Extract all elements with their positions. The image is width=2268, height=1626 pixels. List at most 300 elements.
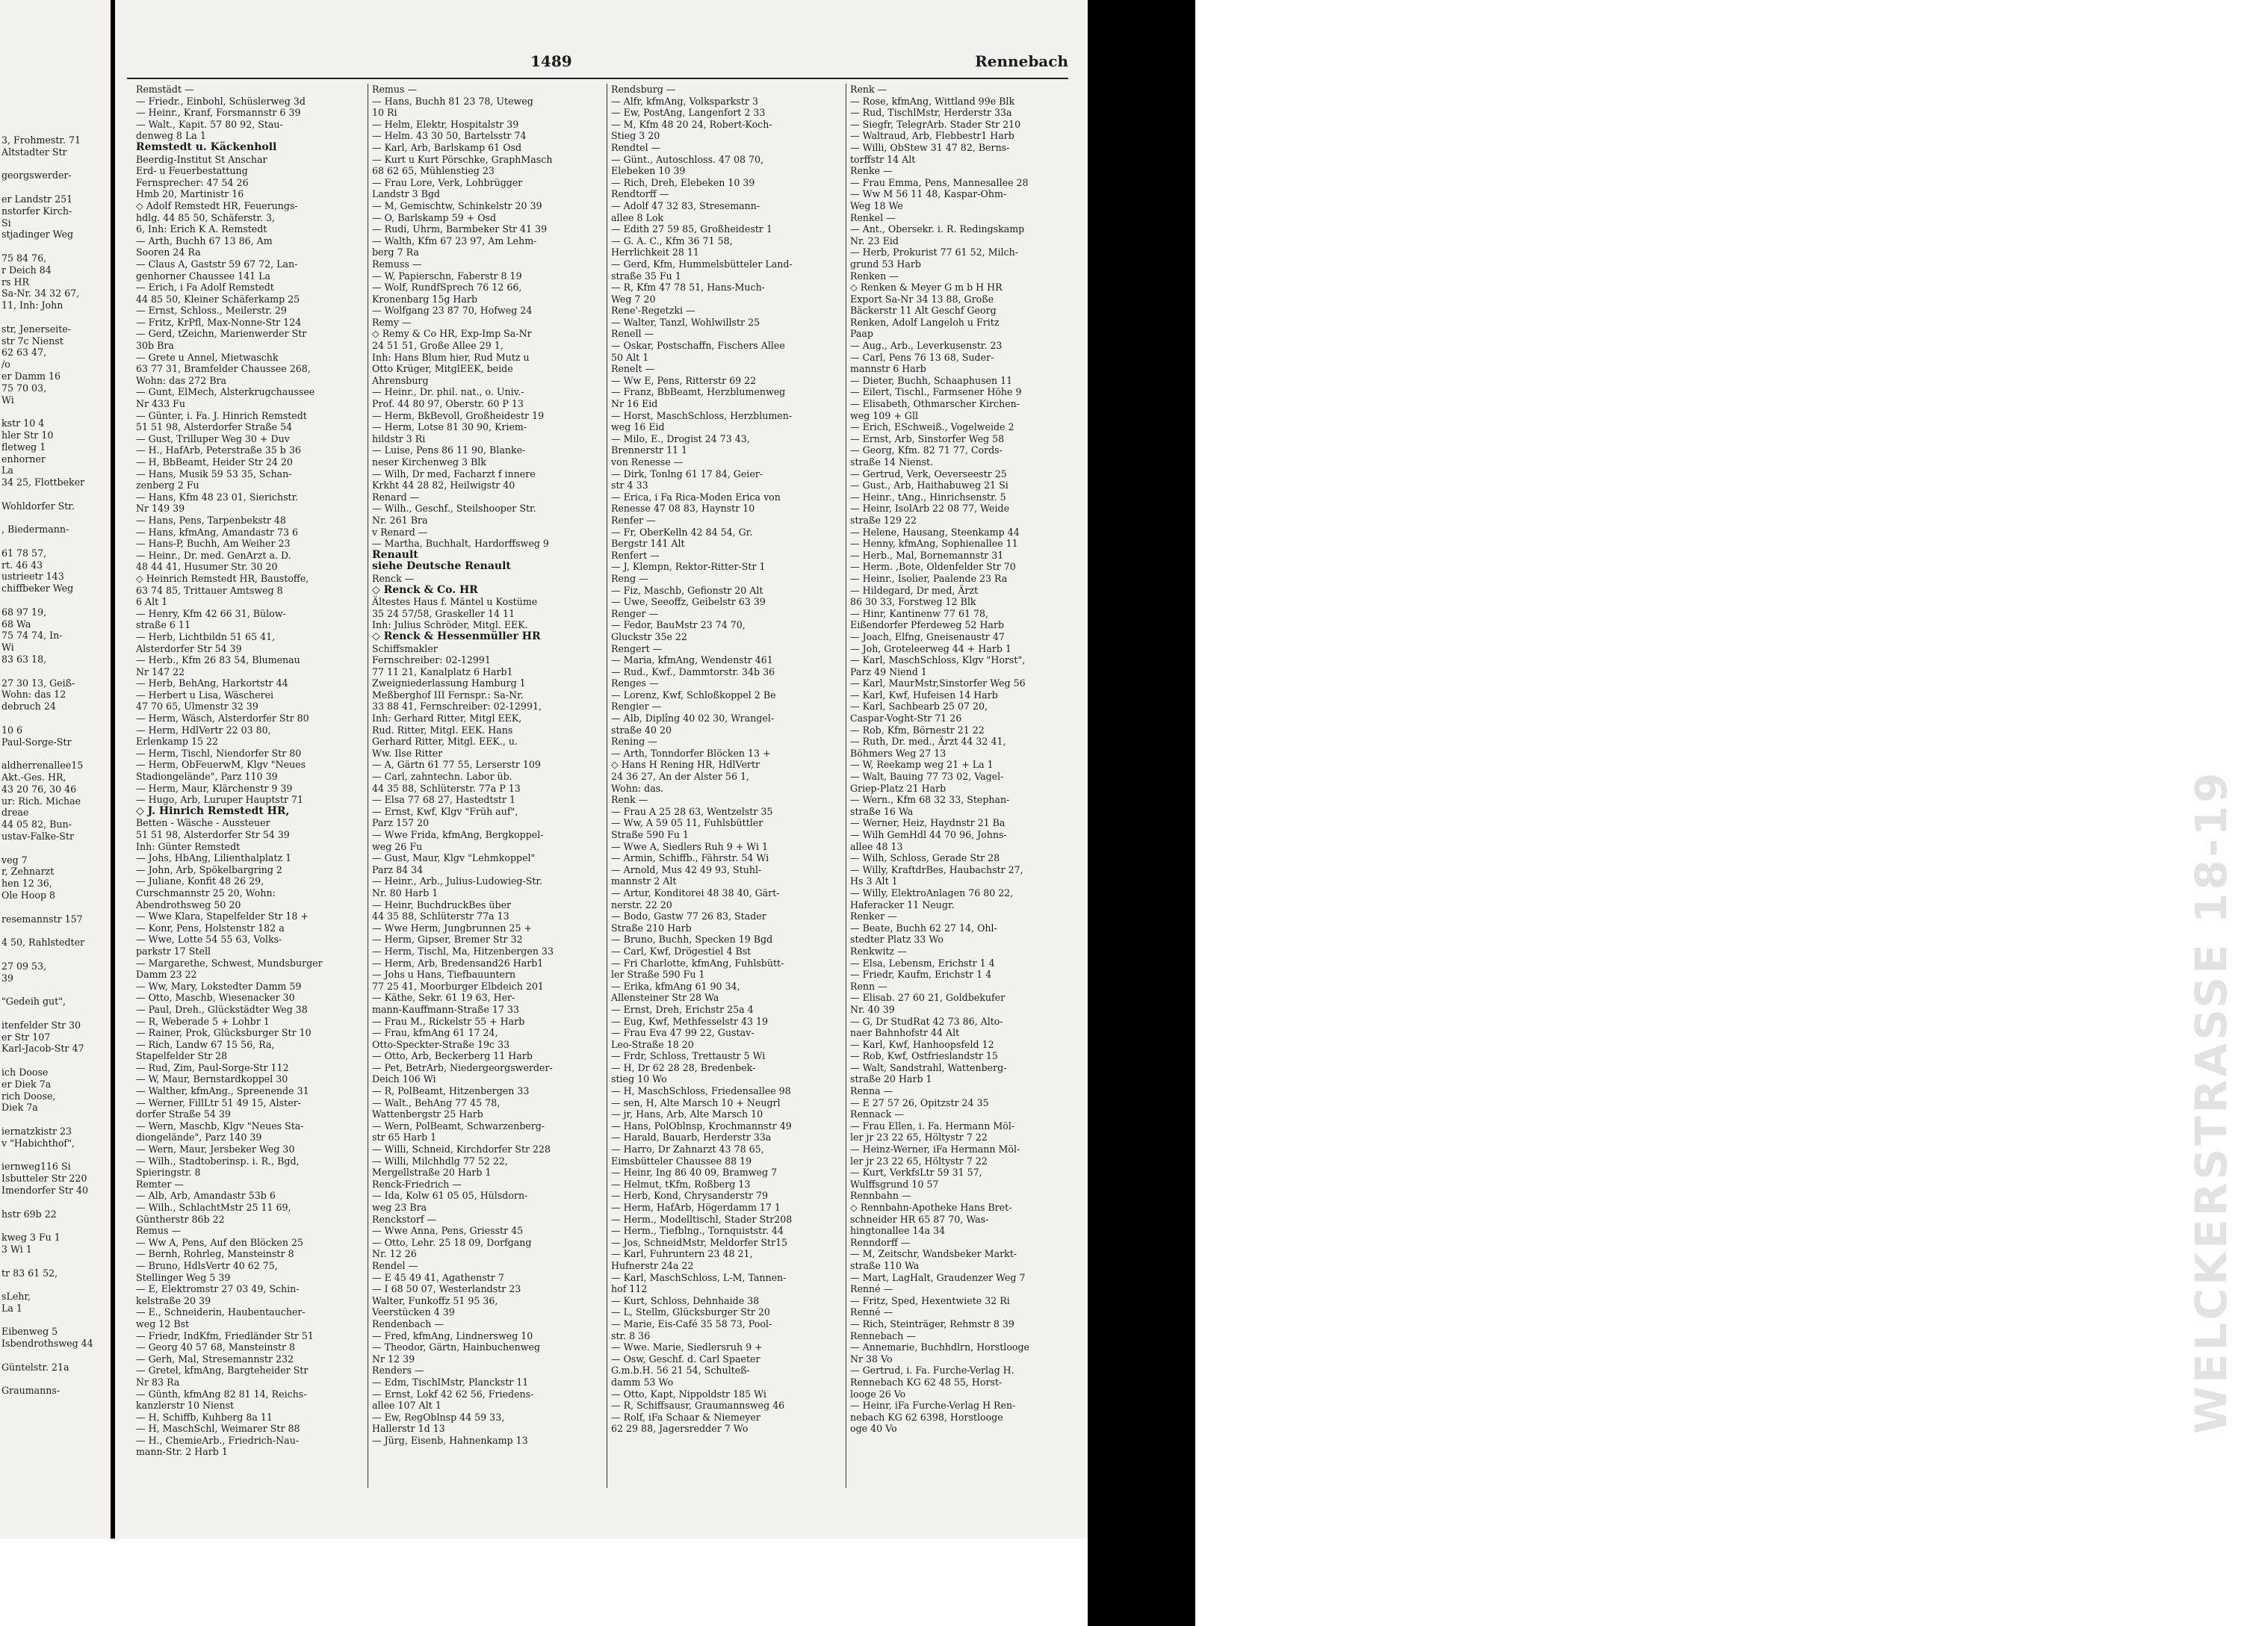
directory-entry: Erlenkamp 15 22	[136, 736, 219, 748]
directory-entry: — Heinr., tAng., Hinrichsenstr. 5	[850, 491, 1006, 503]
directory-entry: Rendsburg —	[611, 84, 676, 95]
directory-entry: — Wern, Maur, Jersbeker Weg 30	[136, 1144, 295, 1155]
directory-entry: — Herm, HafArb, Högerdamm 17 1	[611, 1202, 781, 1213]
directory-entry: — Hans, Pens, Tarpenbekstr 48	[136, 514, 286, 526]
fragment-line	[1, 713, 108, 724]
directory-entry: — Carl, Kwf, Drögestiel 4 Bst	[611, 945, 752, 957]
directory-entry: — Günter, i. Fa. J. Hinrich Remstedt	[136, 409, 307, 421]
directory-entry: — Wwe A, Siedlers Ruh 9 + Wi 1	[611, 840, 769, 852]
directory-entry: — Maria, kfmAng, Wendenstr 461	[611, 654, 773, 666]
directory-entry: Renn —	[850, 980, 887, 992]
directory-entry: Damm 23 22	[136, 969, 197, 981]
directory-entry: ◇ Rennbahn-Apotheke Hans Bret-	[850, 1202, 1012, 1213]
directory-entry: Zweigniederlassung Hamburg 1	[372, 677, 526, 689]
directory-entry: — Hildegard, Dr med, Ärzt	[850, 584, 979, 596]
directory-entry: Prof. 44 80 97, Oberstr. 60 P 13	[372, 398, 524, 410]
directory-entry: — Georg 40 57 68, Mansteinstr 8	[136, 1341, 296, 1353]
directory-entry: — Helm, Elektr, Hospitalstr 39	[372, 118, 519, 130]
fragment-line: 27 30 13, Geiß-	[1, 677, 75, 689]
fragment-line: str, Jenerseite-	[1, 323, 71, 335]
directory-entry: straße 110 Wa	[850, 1259, 920, 1271]
directory-entry: — Günt., Autoschloss. 47 08 70,	[611, 153, 764, 165]
fragment-line: str 7c Nienst	[1, 335, 63, 347]
directory-entry: straße 6 11	[136, 619, 190, 631]
directory-entry: — Walter, Tanzl, Wohlwillstr 25	[611, 316, 760, 328]
directory-entry: Erd- u Feuerbestattung	[136, 165, 248, 177]
directory-entry: — Bruno, HdlsVertr 40 62 75,	[136, 1259, 278, 1271]
fragment-line: La	[1, 465, 13, 477]
directory-entry: — Frau Ellen, i. Fa. Hermann Möl-	[850, 1120, 1015, 1132]
directory-entry: — Rolf, iFa Schaar & Niemeyer	[611, 1411, 760, 1423]
directory-entry: — Pet, BetrArb, Niedergeorgswerder-	[372, 1061, 553, 1073]
directory-entry: zenberg 2 Fu	[136, 480, 199, 491]
directory-entry: Parz 157 20	[372, 817, 430, 829]
directory-entry: — W, Reekamp weg 21 + La 1	[850, 759, 994, 771]
directory-entry: — Herm, Wäsch, Alsterdorfer Str 80	[136, 713, 309, 724]
directory-entry: — I 68 50 07, Westerlandstr 23	[372, 1283, 521, 1295]
fragment-line	[1, 1315, 108, 1326]
fragment-line: iernatzkistr 23	[1, 1125, 72, 1137]
directory-entry: — Fri Charlotte, kfmAng, Fuhlsbütt-	[611, 957, 784, 969]
directory-entry: Curschmannstr 25 20, Wohn:	[136, 887, 276, 899]
fragment-line: hen 12 36,	[1, 878, 52, 890]
fragment-line: fletweg 1	[1, 441, 46, 453]
directory-entry: hildstr 3 Ri	[372, 432, 426, 444]
fragment-line: 43 20 76, 30 46	[1, 783, 77, 795]
directory-entry: Inh: Günter Remstedt	[136, 840, 241, 852]
directory-entry: Weg 7 20	[611, 293, 656, 305]
fragment-line: hler Str 10	[1, 429, 54, 441]
directory-entry: — Rose, kfmAng, Wittland 99e Blk	[850, 95, 1015, 107]
directory-entry: — Gust, Trilluper Weg 30 + Duv	[136, 432, 290, 444]
directory-entry: — Gertrud, Verk, Oeverseestr 25	[850, 468, 1007, 480]
directory-entry: straße 14 Nienst.	[850, 456, 934, 468]
directory-entry: hingtonallee 14a 34	[850, 1225, 946, 1237]
directory-entry: — Herm, Tischl, Niendorfer Str 80	[136, 747, 302, 759]
directory-entry: straße 40 20	[611, 724, 672, 736]
directory-entry: — Frau M., Rickelstr 55 + Harb	[372, 1015, 525, 1027]
directory-entry: — Wilh GemHdl 44 70 96, Johns-	[850, 829, 1007, 840]
directory-entry: — Gust, Maur, Klgv "Lehmkoppel"	[372, 852, 536, 864]
directory-entry: — Herb., Mal, Bornemannstr 31	[850, 549, 1004, 561]
directory-entry: — Wolfgang 23 87 70, Hofweg 24	[372, 305, 533, 317]
fragment-line: veg 7	[1, 854, 28, 866]
directory-entry: 30b Bra	[136, 340, 174, 352]
fragment-line: 4 50, Rahlstedter	[1, 937, 85, 949]
fragment-line	[1, 1279, 108, 1291]
directory-entry: Renger —	[611, 607, 659, 619]
directory-entry: Wattenbergstr 25 Harb	[372, 1108, 483, 1120]
directory-entry: — Wilh, Dr med, Facharzt f innere	[372, 468, 536, 480]
directory-entry: — H., ChemieArb., Friedrich-Nau-	[136, 1434, 300, 1446]
fragment-line: /o	[1, 359, 10, 370]
directory-entry: — Bernh, Rohrleg, Mansteinstr 8	[136, 1248, 294, 1260]
directory-entry: Renna —	[850, 1085, 893, 1097]
directory-entry: — Uwe, Seeoffz, Geibelstr 63 39	[611, 596, 766, 608]
directory-entry: Abendrothsweg 50 20	[136, 899, 241, 910]
directory-entry: weg 23 Bra	[372, 1202, 427, 1213]
directory-entry: — Heinr, IsolArb 22 08 77, Weide	[850, 503, 1010, 515]
directory-entry: Griep-Platz 21 Harb	[850, 782, 946, 794]
fragment-line	[1, 595, 108, 606]
directory-entry: — Kurt, VerkfsLtr 59 31 57,	[850, 1167, 982, 1179]
fragment-line: resemannstr 157	[1, 913, 83, 925]
directory-entry: Renckstorf —	[372, 1213, 437, 1225]
directory-entry: Remstädt —	[136, 84, 194, 95]
directory-entry: — Ernst, Dreh, Erichstr 25a 4	[611, 1003, 754, 1015]
directory-entry: — Frau Eva 47 99 22, Gustav-	[611, 1027, 755, 1039]
directory-entry: — Ww M 56 11 48, Kaspar-Ohm-	[850, 188, 1007, 200]
directory-entry: — Hans, kfmAng, Amandastr 73 6	[136, 526, 298, 538]
directory-entry: Remter —	[136, 1178, 185, 1190]
directory-entry: Reng —	[611, 572, 648, 584]
directory-entry: — R, Kfm 47 78 51, Hans-Much-	[611, 282, 765, 294]
directory-entry: — Aug., Arb., Leverkusenstr. 23	[850, 340, 1003, 352]
fragment-line: aldherrenallee15	[1, 760, 84, 772]
directory-entry: — M, Kfm 48 20 24, Robert-Koch-	[611, 118, 772, 130]
directory-entry: — Ida, Kolw 61 05 05, Hülsdorn-	[372, 1190, 528, 1202]
directory-entry: — Bodo, Gastw 77 26 83, Stader	[611, 910, 766, 922]
directory-entry: Renndorff —	[850, 1236, 911, 1248]
directory-entry: — Werner, Heiz, Haydnstr 21 Ba	[850, 817, 1006, 829]
directory-entry: — O, Barlskamp 59 + Osd	[372, 211, 497, 223]
directory-entry: Renell —	[611, 328, 654, 340]
directory-entry: — Fritz, KrPfl, Max-Nonne-Str 124	[136, 316, 302, 328]
directory-entry: — Ernst, Arb, Sinstorfer Weg 58	[850, 432, 1005, 444]
fragment-line: Paul-Sorge-Str	[1, 736, 72, 748]
fragment-line: Altstadter Str	[1, 146, 67, 158]
directory-entry: — Konr, Pens, Holstenstr 182 a	[136, 922, 285, 934]
directory-entry: — Martha, Buchhalt, Hardorffsweg 9	[372, 538, 549, 550]
directory-entry: — Georg, Kfm. 82 71 77, Cords-	[850, 444, 1003, 456]
directory-entry: — Fred, kfmAng, Lindnersweg 10	[372, 1329, 533, 1341]
directory-entry: — Wolf, RundfSprech 76 12 66,	[372, 282, 522, 294]
directory-entry: — Walther, kfmAng., Spreenende 31	[136, 1085, 309, 1097]
directory-entry: — W, Maur, Bernstardkoppel 30	[136, 1073, 288, 1085]
directory-entry: grund 53 Harb	[850, 258, 921, 270]
fragment-line: iernweg116 Si	[1, 1161, 71, 1173]
directory-entry: parkstr 17 Stell	[136, 945, 211, 957]
directory-entry: — Wilh., SchlachtMstr 25 11 69,	[136, 1202, 291, 1213]
directory-entry: — Friedr., Einbohl, Schüslerweg 3d	[136, 95, 306, 107]
directory-entry: — Karl, Kwf, Hanhoopsfeld 12	[850, 1038, 994, 1050]
directory-entry: dorfer Straße 54 39	[136, 1108, 231, 1120]
fragment-line: 27 09 53,	[1, 960, 47, 972]
directory-entry: Ältestes Haus f. Mäntel u Kostüme	[372, 596, 538, 608]
fragment-line: 39	[1, 972, 14, 984]
fragment-line: itenfelder Str 30	[1, 1019, 81, 1031]
directory-entry: 50 Alt 1	[611, 351, 649, 363]
directory-entry: Betten - Wäsche - Aussteuer	[136, 817, 270, 829]
fragment-line: er Damm 16	[1, 370, 61, 382]
fragment-line: 75 84 76,	[1, 252, 47, 264]
directory-entry: Nr 38 Vo	[850, 1353, 893, 1365]
directory-entry: — Franz, BbBeamt, Herzblumenweg	[611, 386, 786, 398]
fragment-line: nstorfer Kirch-	[1, 205, 72, 217]
directory-entry: ler jr 23 22 65, Höltystr 7 22	[850, 1132, 988, 1144]
fragment-line: Ole Hoop 8	[1, 890, 56, 901]
directory-entry: weg 12 Bst	[136, 1318, 190, 1329]
directory-entry: Renges —	[611, 677, 659, 689]
directory-entry: ler Straße 590 Fu 1	[611, 969, 705, 981]
directory-entry: — Oskar, Postschaffn, Fischers Allee	[611, 340, 785, 352]
column-4	[850, 84, 1080, 1488]
directory-entry: — Gust., Arb, Haithabuweg 21 Si	[850, 480, 1008, 491]
directory-entry: Hufnerstr 24a 22	[611, 1259, 694, 1271]
directory-entry: Hmb 20, Martinistr 16	[136, 188, 244, 200]
directory-entry: allee 107 Alt 1	[372, 1400, 441, 1412]
directory-entry: — Gretel, kfmAng, Bargteheider Str	[136, 1365, 309, 1377]
directory-entry: — Ew, RegOblnsp 44 59 33,	[372, 1411, 505, 1423]
directory-entry: — Herb., Kfm 26 83 54, Blumenau	[136, 654, 300, 666]
directory-entry: — Ww E, Pens, Ritterstr 69 22	[611, 374, 757, 386]
directory-entry: Renkwitz —	[850, 945, 907, 957]
directory-entry: Inh: Gerhard Ritter, Mitgl EEK,	[372, 713, 522, 724]
page-gutter	[111, 0, 115, 1539]
directory-entry: stedter Platz 33 Wo	[850, 934, 944, 946]
directory-entry: — Heinr., Arb., Julius-Ludowieg-Str.	[372, 875, 543, 887]
fragment-line: dreae	[1, 807, 29, 819]
fragment-line: r Deich 84	[1, 264, 52, 276]
directory-entry: — Lorenz, Kwf, Schloßkoppel 2 Be	[611, 689, 776, 701]
directory-entry: Renfert —	[611, 549, 660, 561]
directory-entry: — Osw, Geschf. d. Carl Spaeter	[611, 1353, 760, 1365]
directory-entry: — Frau Emma, Pens, Mannesallee 28	[850, 176, 1029, 188]
directory-entry: — Arnold, Mus 42 49 93, Stuhl-	[611, 863, 762, 875]
directory-entry: — Karl, Kwf, Hufeisen 14 Harb	[850, 689, 998, 701]
directory-entry: — Alb, Diplîng 40 02 30, Wrangel-	[611, 713, 775, 724]
directory-entry: — R, Weberade 5 + Lohbr 1	[136, 1015, 270, 1027]
directory-entry: Renken —	[850, 270, 899, 282]
directory-entry: — Erich, i Fa Adolf Remstedt	[136, 282, 274, 294]
fragment-line: 75 74 74, In-	[1, 630, 63, 642]
directory-entry: — Grete u Annel, Mietwaschk	[136, 351, 279, 363]
fragment-line: 62 63 47,	[1, 347, 47, 359]
directory-entry: 10 Ri	[372, 107, 397, 119]
directory-entry: Renfer —	[611, 514, 656, 526]
directory-entry: Stapelfelder Str 28	[136, 1050, 228, 1062]
directory-entry: ◇ Renken & Meyer G m b H HR	[850, 282, 1003, 294]
directory-entry: — Heinz-Werner, iFa Hermann Möl-	[850, 1144, 1020, 1155]
directory-entry: — M, Zeitschr, Wandsbeker Markt-	[850, 1248, 1017, 1260]
directory-entry: Gluckstr 35e 22	[611, 630, 687, 642]
directory-entry: Parz 49 Niend 1	[850, 665, 927, 677]
directory-entry: — H, Schiffb, Kuhberg 8a 11	[136, 1411, 273, 1423]
directory-entry: — Hans-P, Buchh, Am Weiher 23	[136, 538, 291, 550]
directory-entry: Renk —	[850, 84, 887, 95]
directory-entry: — Erika, kfmAng 61 90 34,	[611, 980, 740, 992]
directory-entry: — Jos, SchneidMstr, Meldorfer Str15	[611, 1236, 788, 1248]
directory-entry: ◇ Remy & Co HR, Exp-Imp Sa-Nr	[372, 328, 532, 340]
directory-entry: — Herm, HdlVertr 22 03 80,	[136, 724, 271, 736]
directory-entry: Renard —	[372, 491, 420, 503]
directory-entry: Rendel —	[372, 1259, 418, 1271]
directory-entry: — Wwe Frida, kfmAng, Bergkoppel-	[372, 829, 544, 840]
directory-entry: G.m.b.H. 56 21 54, Schulteß-	[611, 1365, 750, 1377]
directory-entry: Renck-Friedrich —	[372, 1178, 462, 1190]
scanner-edge	[1088, 0, 2237, 1626]
directory-entry: — Herb, Kond, Chrysanderstr 79	[611, 1190, 769, 1202]
directory-entry: 63 74 85, Trittauer Amtsweg 8	[136, 584, 283, 596]
directory-entry: — Henry, Kfm 42 66 31, Bülow-	[136, 607, 286, 619]
directory-entry: — Rob, Kwf, Ostfrieslandstr 15	[850, 1050, 998, 1062]
previous-page-fragment	[1, 134, 108, 1404]
fragment-line: 3 Wi 1	[1, 1243, 32, 1255]
fragment-line	[1, 512, 108, 524]
directory-entry: — Rud, Zim, Paul-Sorge-Str 112	[136, 1061, 289, 1073]
directory-entry: — Otto, Arb, Beckerberg 11 Harb	[372, 1050, 533, 1062]
fragment-line	[1, 241, 108, 252]
directory-entry: — Gerd, tZeichn, Marienwerder Str	[136, 328, 307, 340]
directory-entry: Haferacker 11 Neugr.	[850, 899, 955, 910]
directory-entry: — Herm, ObFeuerwM, Klgv "Neues	[136, 759, 306, 771]
directory-entry: Nr 16 Eid	[611, 398, 658, 410]
directory-entry: weg 109 + Gll	[850, 409, 919, 421]
directory-entry: mannstr 6 Harb	[850, 363, 926, 375]
fragment-line: 3, Frohmestr. 71	[1, 134, 81, 146]
directory-entry: — Wern, Maschb, Klgv "Neues Sta-	[136, 1120, 304, 1132]
directory-entry: Kronenbarg 15g Harb	[372, 293, 478, 305]
directory-entry: — E., Schneiderin, Haubentaucher-	[136, 1306, 306, 1318]
directory-entry: — Friedr, IndKfm, Friedländer Str 51	[136, 1329, 314, 1341]
directory-entry: — Siegfr, TelegrArb. Stader Str 210	[850, 118, 1021, 130]
directory-entry: — Joh, Groteleerweg 44 + Harb 1	[850, 642, 1011, 654]
directory-entry: Remy —	[372, 316, 412, 328]
directory-entry: looge 26 Vo	[850, 1388, 906, 1400]
directory-entry: — Heinr., Kranf, Forsmannstr 6 39	[136, 107, 301, 119]
directory-entry: stieg 10 Wo	[611, 1073, 667, 1085]
directory-entry: Caspar-Voght-Str 71 26	[850, 713, 962, 724]
directory-entry: — Hans, Buchh 81 23 78, Uteweg	[372, 95, 533, 107]
directory-entry: — Rich, Landw 67 15 56, Ra,	[136, 1038, 275, 1050]
directory-entry: — Helmut, tKfm, Roßberg 13	[611, 1178, 751, 1190]
directory-entry: Nr 149 39	[136, 503, 185, 515]
directory-entry: — Elsa 77 68 27, Hastedtstr 1	[372, 794, 516, 806]
directory-entry: — R, Schiffsausr, Graumannsweg 46	[611, 1400, 785, 1412]
directory-entry: — Fr, OberKelln 42 84 54, Gr.	[611, 526, 753, 538]
directory-entry: Renken, Adolf Langeloh u Fritz	[850, 316, 1000, 328]
directory-entry: — A, Gärtn 61 77 55, Lerserstr 109	[372, 759, 541, 771]
directory-entry: — H, Dr 62 28 28, Bredenbek-	[611, 1061, 756, 1073]
fragment-line	[1, 949, 108, 961]
directory-entry: — Hinr, Kantinenw 77 61 78,	[850, 607, 989, 619]
directory-entry: mannstr 2 Alt	[611, 875, 677, 887]
fragment-line: Eibenweg 5	[1, 1326, 58, 1338]
directory-entry: Eimsbütteler Chaussee 88 19	[611, 1155, 752, 1167]
directory-entry: — Karl, MaurMstr,Sinstorfer Weg 56	[850, 677, 1026, 689]
directory-entry: — Heinr., Dr. phil. nat., o. Univ.-	[372, 386, 524, 398]
directory-entry: Alsterdorfer Str 54 39	[136, 642, 242, 654]
directory-entry: v Renard —	[372, 526, 428, 538]
directory-entry: Wohn: das.	[611, 782, 664, 794]
directory-entry: — Elisabeth, Othmarscher Kirchen-	[850, 398, 1020, 410]
directory-entry: Remus —	[136, 1225, 182, 1237]
directory-entry: Stieg 3 20	[611, 130, 660, 142]
directory-entry: — Walt., Kapit. 57 80 92, Stau-	[136, 118, 283, 130]
fragment-line	[1, 1256, 108, 1267]
fragment-line	[1, 984, 108, 996]
directory-entry: Nr. 40 39	[850, 1003, 895, 1015]
directory-entry: Renke —	[850, 165, 893, 177]
fragment-line	[1, 488, 108, 500]
directory-entry: Fernsprecher: 47 54 26	[136, 176, 249, 188]
fragment-line	[1, 1374, 108, 1385]
directory-entry: — Waltraud, Arb, Flebbestr1 Harb	[850, 130, 1014, 142]
directory-entry: — M, Gemischtw, Schinkelstr 20 39	[372, 199, 542, 211]
directory-entry: — Wilh., Geschf., Steilshooper Str.	[372, 503, 536, 515]
directory-entry: — Alfr, kfmAng, Volksparkstr 3	[611, 95, 758, 107]
directory-entry: 48 44 41, Husumer Str. 30 20	[136, 561, 278, 573]
fragment-line: Graumanns-	[1, 1385, 61, 1397]
directory-entry: — Ruth, Dr. med., Ärzt 44 32 41,	[850, 736, 1006, 748]
directory-entry: — Willy, KraftdrBes, Haubachstr 27,	[850, 863, 1023, 875]
directory-entry: Meßberghof III Fernspr.: Sa-Nr.	[372, 689, 524, 701]
directory-entry: diongelände", Parz 140 39	[136, 1132, 262, 1144]
directory-entry: — Herm, Lotse 81 30 90, Kriem-	[372, 421, 527, 433]
directory-entry: hdlg. 44 85 50, Schäferstr. 3,	[136, 211, 275, 223]
directory-entry: Nr. 80 Harb 1	[372, 887, 439, 899]
entry-heading: Remstedt u. Käckenholl	[136, 140, 277, 153]
directory-entry: — Karl, Fuhruntern 23 48 21,	[611, 1248, 753, 1260]
directory-entry: — Milo, E., Drogist 24 73 43,	[611, 432, 750, 444]
fragment-line: rs HR	[1, 276, 29, 288]
directory-entry: — Frau Lore, Verk, Lohbrügger	[372, 176, 523, 188]
fragment-line: er Diek 7a	[1, 1078, 52, 1090]
fragment-line	[1, 1114, 108, 1126]
directory-entry: str 4 33	[611, 480, 648, 491]
directory-entry: Rendtel —	[611, 141, 661, 153]
directory-entry: Deich 106 Wi	[372, 1073, 436, 1085]
fragment-line	[1, 1220, 108, 1232]
directory-entry: — Friedr, Kaufm, Erichstr 1 4	[850, 969, 992, 981]
fragment-line: 83 63 18,	[1, 654, 47, 665]
directory-entry: Herrlichkeit 28 11	[611, 246, 699, 258]
directory-entry: — Elisab. 27 60 21, Goldbekufer	[850, 992, 1006, 1004]
directory-entry: — Herb, BehAng, Harkortstr 44	[136, 677, 288, 689]
directory-entry: Gerhard Ritter, Mitgl. EEK., u.	[372, 736, 518, 748]
fragment-line	[1, 1055, 108, 1067]
directory-entry: — Johs, HbAng, Lilienthalplatz 1	[136, 852, 292, 864]
directory-entry: Krkht 44 28 82, Heilwigstr 40	[372, 480, 515, 491]
fragment-line: ich Doose	[1, 1066, 49, 1078]
directory-entry: — H, MaschSchl, Weimarer Str 88	[136, 1423, 300, 1435]
directory-entry: Rennack —	[850, 1108, 904, 1120]
directory-entry: — Beate, Buchh 62 27 14, Ohl-	[850, 922, 997, 934]
directory-entry: — Elsa, Lebensm, Erichstr 1 4	[850, 957, 995, 969]
directory-entry: — Mart, LagHalt, Graudenzer Weg 7	[850, 1271, 1026, 1283]
directory-entry: — Ww, Mary, Lokstedter Damm 59	[136, 980, 302, 992]
directory-entry: — Helene, Hausang, Steenkamp 44	[850, 526, 1020, 538]
directory-entry: — Adolf 47 32 83, Stresemann-	[611, 199, 760, 211]
directory-entry: Renkel —	[850, 211, 896, 223]
directory-entry: Wohn: das 272 Bra	[136, 374, 226, 386]
directory-entry: — Theodor, Gärtn, Hainbuchenweg	[372, 1341, 541, 1353]
directory-entry: Renker —	[850, 910, 897, 922]
directory-entry: — Jürg, Eisenb, Hahnenkamp 13	[372, 1434, 528, 1446]
directory-entry: Fernschreiber: 02-12991	[372, 654, 491, 666]
directory-entry: neser Kirchenweg 3 Blk	[372, 456, 486, 468]
fragment-line: Wi	[1, 642, 14, 654]
running-head: Rennebach	[975, 52, 1068, 70]
directory-entry: straße 35 Fu 1	[611, 270, 681, 282]
directory-entry: — Willi, Schneid, Kirchdorfer Str 228	[372, 1144, 551, 1155]
directory-entry: kanzlerstr 10 Nienst	[136, 1400, 235, 1412]
directory-entry: Sooren 24 Ra	[136, 246, 201, 258]
directory-entry: — Rud, TischlMstr, Herderstr 33a	[850, 107, 1012, 119]
fragment-line	[1, 902, 108, 913]
directory-entry: Weg 18 We	[850, 199, 903, 211]
directory-entry: 77 25 41, Moorburger Elbdeich 201	[372, 980, 544, 992]
